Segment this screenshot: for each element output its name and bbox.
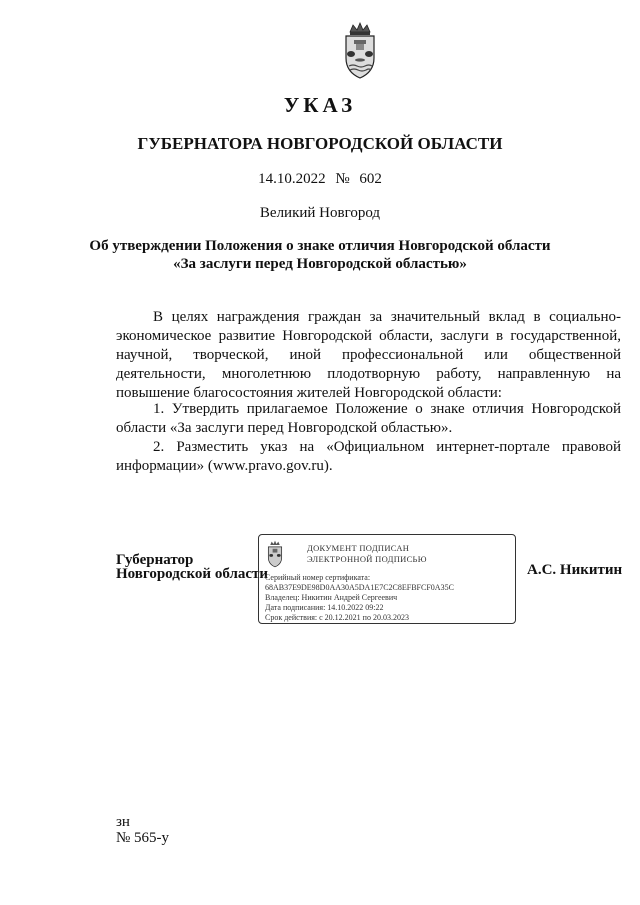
footer-registration bbox=[116, 814, 169, 846]
paragraph-item-1: 1. Утвердить прилагаемое Положение о знаке отличия Новгородской области «За заслуги перед Новгородской областью». bbox=[116, 401, 621, 436]
coat-of-arms-icon bbox=[339, 22, 381, 80]
signer-position bbox=[116, 553, 268, 581]
stamp-owner: Владелец: Никитин Андрей Сергеевич bbox=[265, 593, 398, 602]
stamp-validity: Срок действия: с 20.12.2021 по 20.03.2023 bbox=[265, 613, 409, 622]
stamp-header bbox=[307, 543, 427, 565]
decree-date: 14.10.2022 bbox=[258, 171, 326, 187]
stamp-emblem-icon bbox=[265, 540, 285, 568]
signer-name: А.С. Никитин bbox=[527, 562, 623, 578]
stamp-header-line-1: ДОКУМЕНТ ПОДПИСАН bbox=[307, 543, 410, 553]
city: Великий Новгород bbox=[259, 205, 381, 221]
footer-line-1: зн bbox=[116, 814, 130, 830]
decree-number: 602 bbox=[359, 171, 382, 187]
number-label: № bbox=[335, 171, 350, 187]
electronic-signature-stamp bbox=[258, 534, 516, 624]
stamp-header-line-2: ЭЛЕКТРОННОЙ ПОДПИСЬЮ bbox=[307, 554, 427, 564]
stamp-cert-label: Серийный номер сертификата: bbox=[265, 573, 371, 582]
footer-line-2: № 565-у bbox=[116, 830, 170, 846]
stamp-signed-date: Дата подписания: 14.10.2022 09:22 bbox=[265, 603, 384, 612]
signer-position-line-1: Губернатор bbox=[116, 552, 194, 568]
heading-line-2: «За заслуги перед Новгородской областью» bbox=[173, 256, 467, 272]
date-number-line bbox=[0, 171, 640, 188]
heading-line-1: Об утверждении Положения о знаке отличия Новгородской области bbox=[89, 238, 551, 254]
decree-subtitle: ГУБЕРНАТОРА НОВГОРОДСКОЙ ОБЛАСТИ bbox=[137, 134, 503, 153]
stamp-cert-number: 68AB37E9DE98D0AA30A5DA1E7C2C8EFBFCF0A35C bbox=[265, 583, 454, 592]
decree-heading bbox=[0, 237, 640, 273]
decree-title: УКАЗ bbox=[283, 93, 357, 117]
paragraph-item-2: 2. Разместить указ на «Официальном интернет-портале правовой информации» (www.pravo.gov.ru). bbox=[116, 439, 621, 474]
signer-position-line-2: Новгородской области bbox=[116, 566, 269, 582]
stamp-fields bbox=[265, 573, 454, 623]
paragraph-preamble: В целях награждения граждан за значительный вклад в социально-экономическое развитие Новгородской области, заслуги в государственной, научной, творческой, иной профессиональной или общественной деятельности, многолетнюю плодотворную работу, направленную на повышение благосостояния жителей Новгородской области: bbox=[116, 309, 621, 401]
